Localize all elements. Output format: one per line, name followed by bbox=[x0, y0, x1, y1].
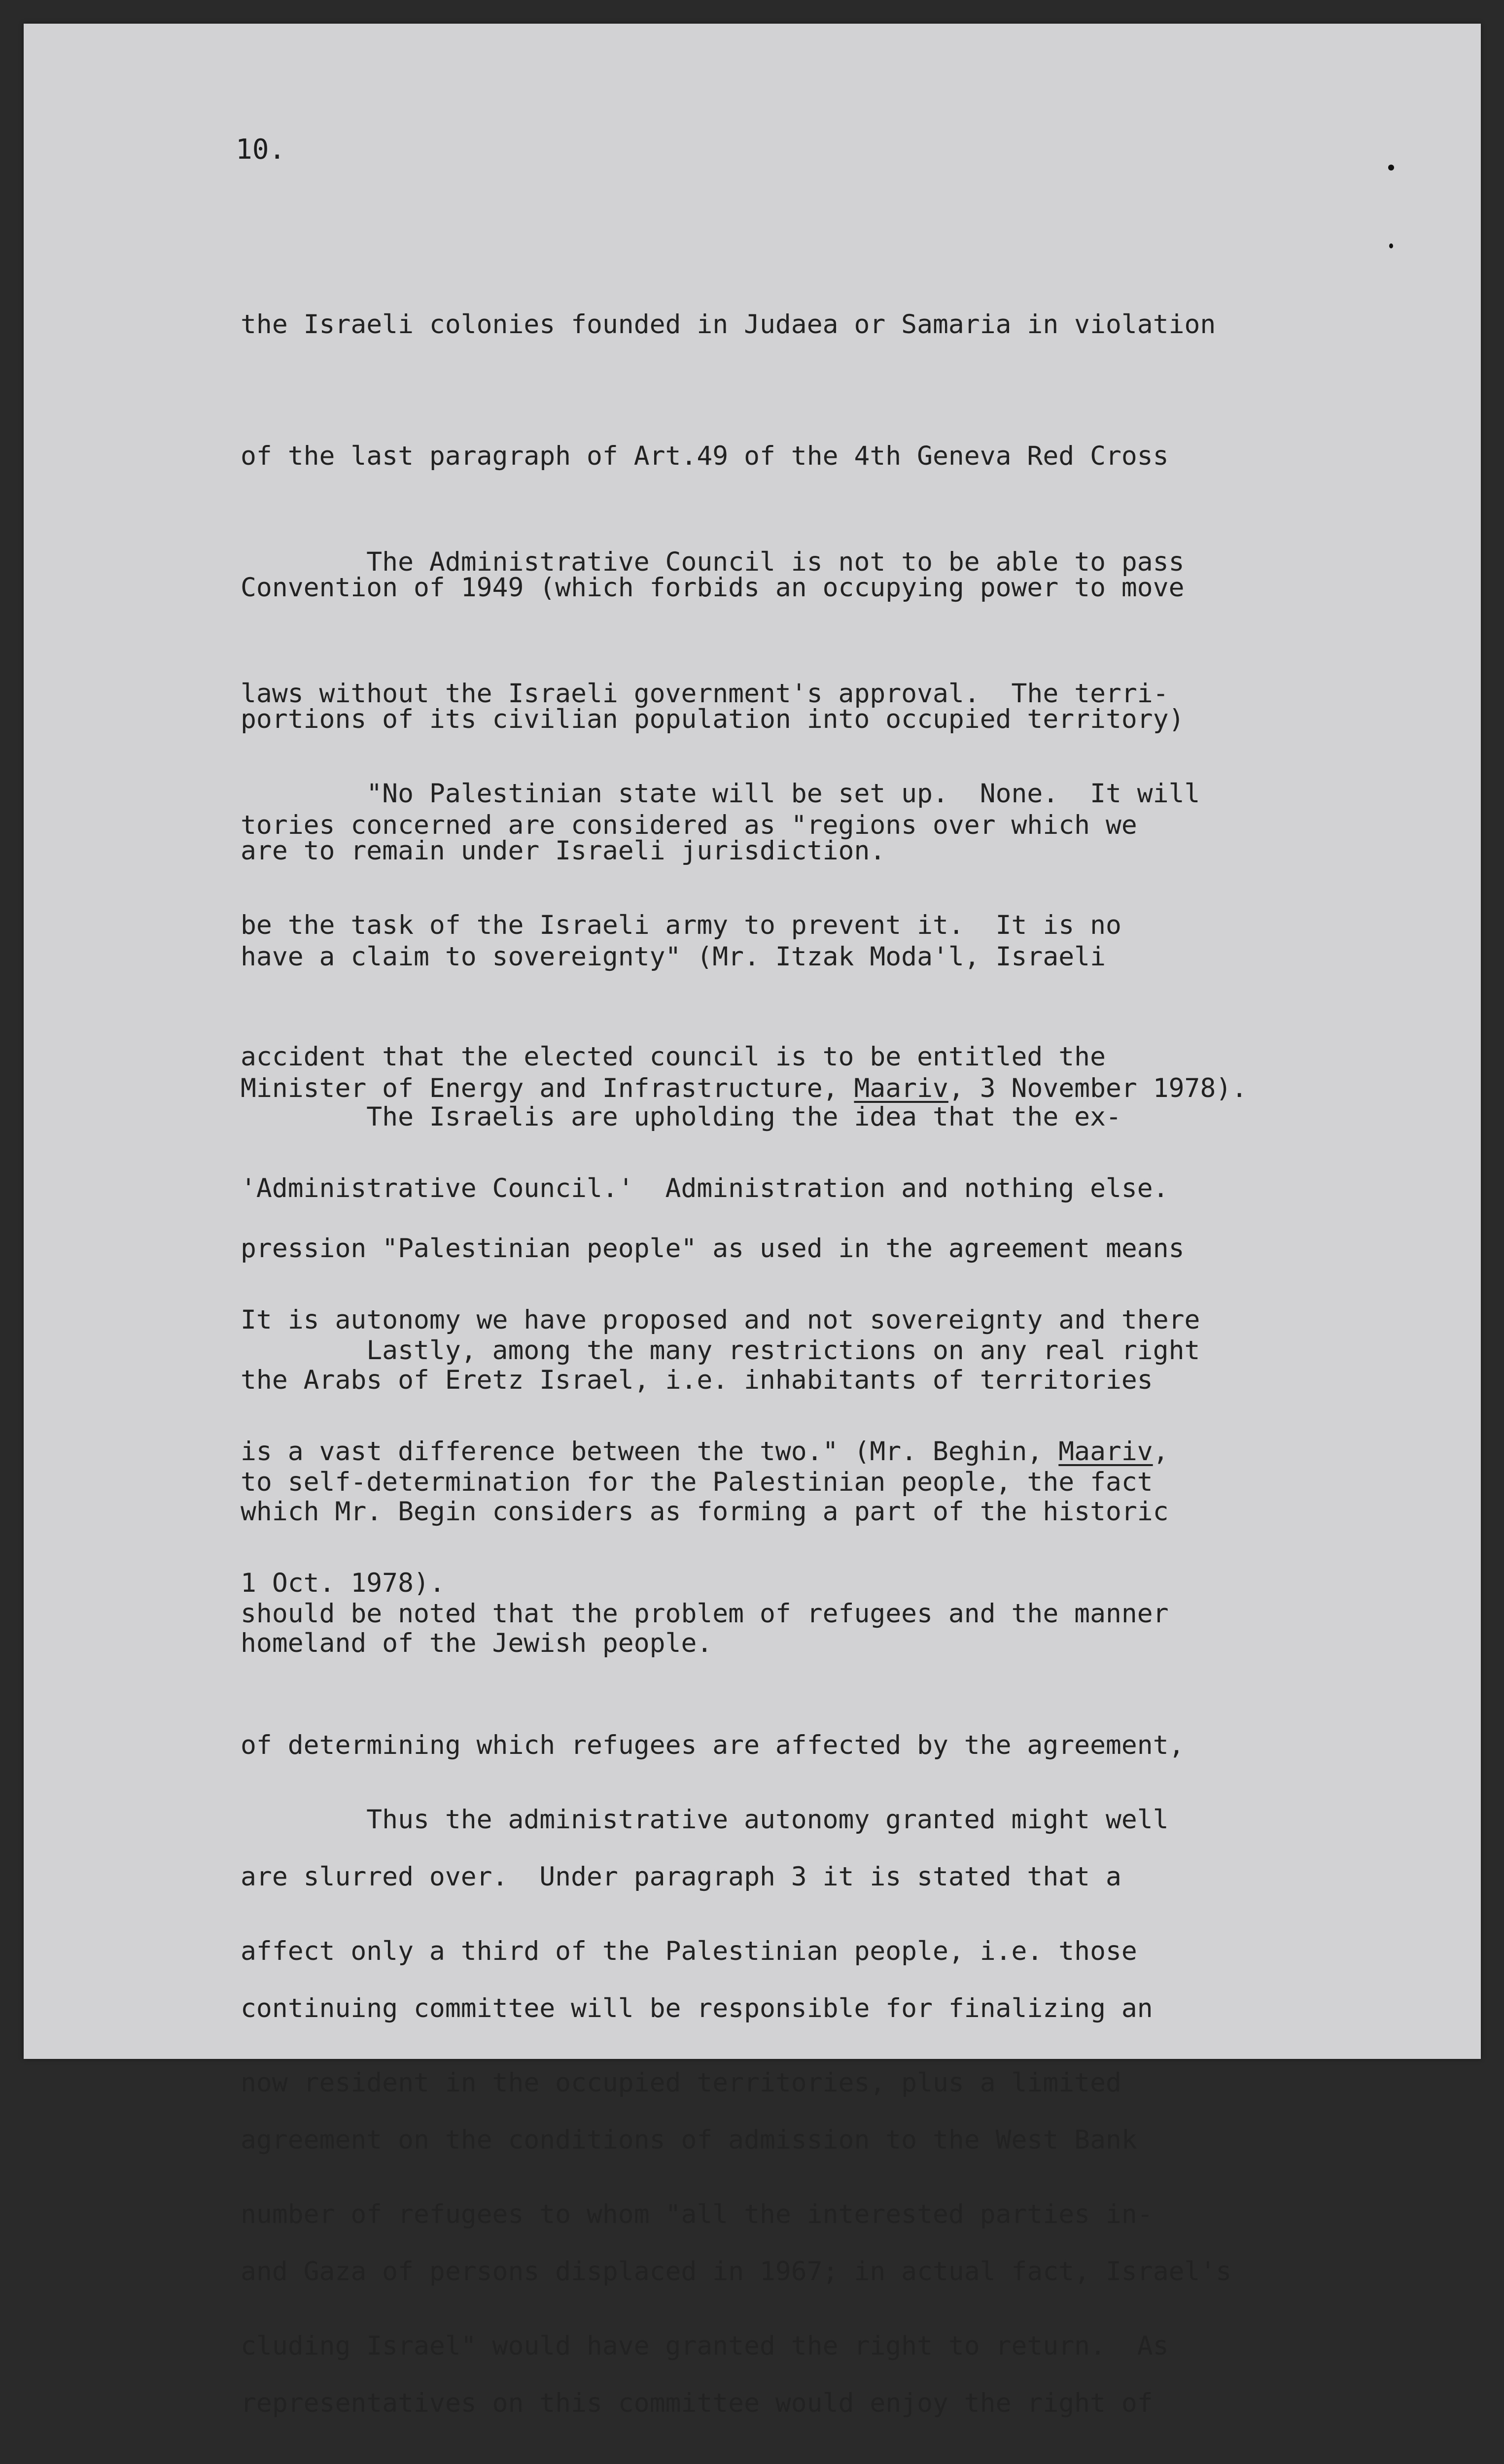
text-line: which Mr. Begin considers as forming a part of the historic bbox=[241, 1497, 1169, 1527]
document-page bbox=[24, 24, 1481, 2418]
text-line: cluding Israel" would have granted the right to return. As bbox=[241, 2331, 1169, 2361]
text-line: homeland of the Jewish people. bbox=[241, 1628, 713, 1658]
text-line: is a vast difference between the two." (Mr. Beghin, Maariv, bbox=[241, 1437, 1169, 1467]
text-line: the Arabs of Eretz Israel, i.e. inhabitants of territories bbox=[241, 1365, 1153, 1395]
text-line: Lastly, among the many restrictions on any real right bbox=[241, 1335, 1200, 1366]
underlined-publication-title: Maariv bbox=[854, 1073, 948, 1103]
text-line: It is autonomy we have proposed and not sovereignty and there bbox=[241, 1305, 1200, 1335]
text-line: should be noted that the problem of refugees and the manner bbox=[241, 1599, 1169, 1629]
text-line: are slurred over. Under paragraph 3 it is stated that a bbox=[241, 1862, 1121, 1892]
text-line: tories concerned are considered as "regions over which we bbox=[241, 810, 1137, 840]
ink-speck bbox=[1388, 165, 1394, 171]
text-line: are to remain under Israeli jurisdiction. bbox=[241, 836, 886, 866]
text-line: the Israeli colonies founded in Judaea or Samaria in violation bbox=[241, 309, 1216, 340]
text-line: portions of its civilian population into occupied territory) bbox=[241, 704, 1185, 734]
text-line: "No Palestinian state will be set up. None. It will bbox=[241, 779, 1200, 809]
text-line: The Administrative Council is not to be able to pass bbox=[241, 547, 1185, 577]
ink-speck bbox=[1389, 243, 1393, 248]
text-line: number of refugees to whom "all the interested parties in- bbox=[241, 2199, 1153, 2229]
text-line: be the task of the Israeli army to prevent it. It is no bbox=[241, 910, 1121, 940]
text-line: of the last paragraph of Art.49 of the 4th Geneva Red Cross bbox=[241, 441, 1169, 471]
text-line: have a claim to sovereignty" (Mr. Itzak Moda'l, Israeli bbox=[241, 942, 1106, 972]
text-line: pression "Palestinian people" as used in the agreement means bbox=[241, 1233, 1185, 1264]
text-line: Convention of 1949 (which forbids an occupying power to move bbox=[241, 573, 1185, 603]
text-line: accident that the elected council is to be entitled the bbox=[241, 1042, 1106, 1072]
text-line: Thus the administrative autonomy granted might well bbox=[241, 1805, 1169, 1835]
text-line: affect only a third of the Palestinian people, i.e. those bbox=[241, 1936, 1137, 1966]
text-line: The Israelis are upholding the idea that the ex- bbox=[241, 1102, 1121, 1132]
text-line: continuing committee will be responsible for finalizing an bbox=[241, 1993, 1153, 2023]
text-line: to self-determination for the Palestinian people, the fact bbox=[241, 1467, 1153, 1497]
text-line: laws without the Israeli government's approval. The terri- bbox=[241, 679, 1169, 709]
text-line: agreement on the conditions of admission to the West Bank bbox=[241, 2125, 1137, 2155]
text-line: 'Administrative Council.' Administration and nothing else. bbox=[241, 1173, 1169, 1203]
underlined-publication-title: Maariv bbox=[1058, 1437, 1153, 1467]
text-line: Minister of Energy and Infrastructure, Maariv, 3 November 1978). bbox=[241, 1073, 1248, 1103]
text-line: and Gaza of persons displaced in 1967; in actual fact, Israel's bbox=[241, 2257, 1232, 2287]
text-line: 1 Oct. 1978). bbox=[241, 1568, 445, 1598]
text-line: now resident in the occupied territories, plus a limited bbox=[241, 2068, 1121, 2098]
text-line: of determining which refugees are affected by the agreement, bbox=[241, 1730, 1185, 1760]
paragraph-6 bbox=[241, 1710, 1169, 2456]
text-line: representatives on this committee would enjoy the right of bbox=[241, 2388, 1153, 2418]
page-number: 10. bbox=[236, 134, 286, 166]
